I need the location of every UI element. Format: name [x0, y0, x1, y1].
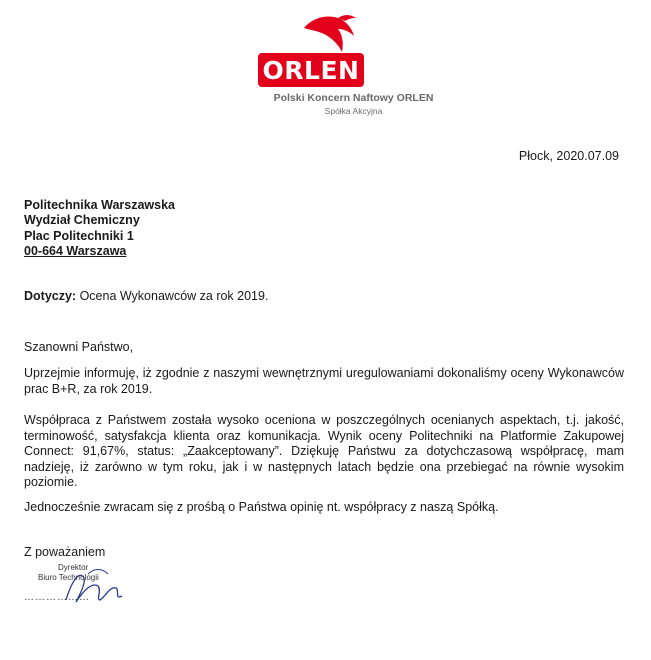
paragraph: Współpraca z Państwem została wysoko oceniona w poszczególnych ocenianych aspektach, t.j. jakość, terminowość, satysfakcja klienta oraz komunikacja. Wynik oceny Politechniki na Platformie Zakupowej Connect: 91,67%, status: „Zaakceptowany”. Dziękuję Państwu za dotychczasową współpracę, mam nadzieję, iż zarówno w tym roku, jak i w następnych latach będzie ona przebiegać na równie wysokim poziomie. — [24, 413, 624, 489]
subject-text: Ocena Wykonawców za rok 2019. — [76, 289, 269, 303]
greeting: Szanowni Państwo, — [24, 340, 134, 354]
subject-label: Dotyczy: — [24, 289, 77, 303]
brand-name: ORLEN — [262, 55, 360, 85]
paragraph: Uprzejmie informuję, iż zgodnie z naszymi wewnętrznymi uregulowaniami dokonaliśmy oceny Wykonawców prac B+R, za rok 2019. — [24, 366, 624, 396]
closing-phrase: Z poważaniem — [24, 545, 106, 559]
company-subtitle: Spółka Akcyjna — [324, 106, 383, 116]
signatory-title: Dyrektor — [58, 563, 89, 572]
signatory-department: Biuro Technologii — [38, 573, 99, 582]
subject-line — [24, 289, 268, 303]
signature-scribble — [58, 560, 128, 610]
place-date: Płock, 2020.07.09 — [518, 149, 619, 163]
signature-line: ……………… — [24, 592, 90, 603]
letterhead — [0, 0, 651, 130]
recipient-line: 00-664 Warszawa — [24, 243, 127, 258]
company-name: Polski Koncern Naftowy ORLEN — [273, 92, 434, 104]
recipient-line: Politechnika Warszawska — [24, 198, 175, 212]
recipient-line: Wydział Chemiczny — [24, 213, 140, 228]
recipient-line: Plac Politechniki 1 — [24, 228, 134, 243]
paragraph: Jednocześnie zwracam się z prośbą o Państwa opinię nt. współpracy z naszą Spółką. — [24, 500, 499, 514]
orlen-wordmark — [258, 53, 364, 87]
recipient-address — [24, 198, 175, 259]
